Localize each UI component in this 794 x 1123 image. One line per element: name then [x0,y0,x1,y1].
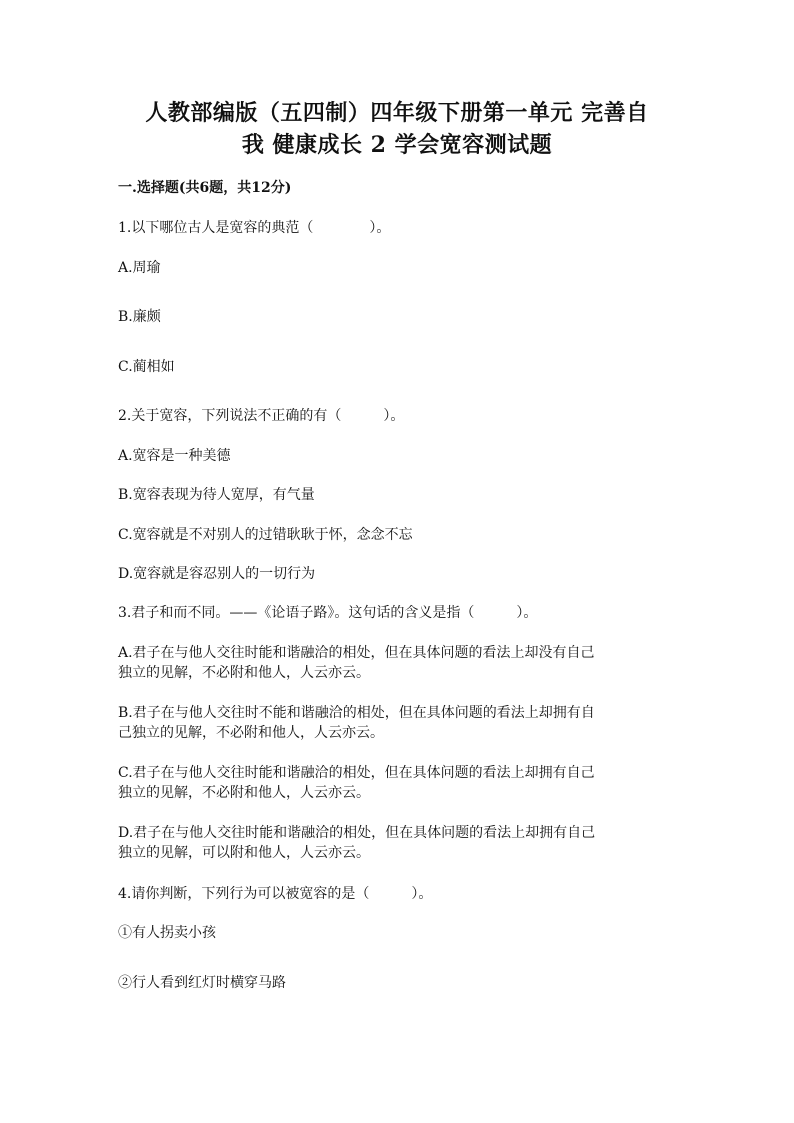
question-4-option-2: ②行人看到红灯时横穿马路 [118,975,286,991]
question-1-option-b: B.廉颇 [118,309,161,325]
question-3-option-a-line-1: A.君子在与他人交往时能和谐融洽的相处，但在具体问题的看法上却没有自己 [118,645,595,661]
question-1-stem: 1.以下哪位古人是宽容的典范（ ）。 [118,220,391,236]
question-3-option-d-line-2: 独立的见解，可以附和他人，人云亦云。 [118,845,370,861]
question-2-option-d: D.宽容就是容忍别人的一切行为 [118,566,316,582]
question-3-option-c-line-2: 独立的见解，不必附和他人，人云亦云。 [118,785,370,801]
question-3-option-b-line-2: 己独立的见解，不必附和他人，人云亦云。 [118,725,384,741]
question-3-stem: 3.君子和而不同。——《论语子路》。这句话的含义是指（ ）。 [118,605,538,621]
question-4-stem: 4.请你判断，下列行为可以被宽容的是（ ）。 [118,886,433,902]
question-1-option-c: C.蔺相如 [118,359,175,375]
question-2-option-b: B.宽容表现为待人宽厚，有气量 [118,487,315,503]
document-title-line-1: 人教部编版（五四制）四年级下册第一单元 完善自 [145,100,649,126]
question-3-option-b-line-1: B.君子在与他人交往时不能和谐融洽的相处，但在具体问题的看法上却拥有自 [118,705,595,721]
question-4-option-1: ①有人拐卖小孩 [118,925,216,941]
section-heading: 一.选择题(共6题，共12分) [118,180,292,196]
document-title-line-2: 我 健康成长 2 学会宽容测试题 [241,132,553,158]
question-2-stem: 2.关于宽容，下列说法不正确的有（ ）。 [118,408,405,424]
question-2-option-a: A.宽容是一种美德 [118,448,231,464]
question-3-option-c-line-1: C.君子在与他人交往时能和谐融洽的相处，但在具体问题的看法上却拥有自己 [118,765,595,781]
question-1-option-a: A.周瑜 [118,260,161,276]
question-3-option-a-line-2: 独立的见解，不必附和他人，人云亦云。 [118,665,370,681]
question-2-option-c: C.宽容就是不对别人的过错耿耿于怀，念念不忘 [118,527,413,543]
question-3-option-d-line-1: D.君子在与他人交往时能和谐融洽的相处，但在具体问题的看法上却拥有自己 [118,825,596,841]
